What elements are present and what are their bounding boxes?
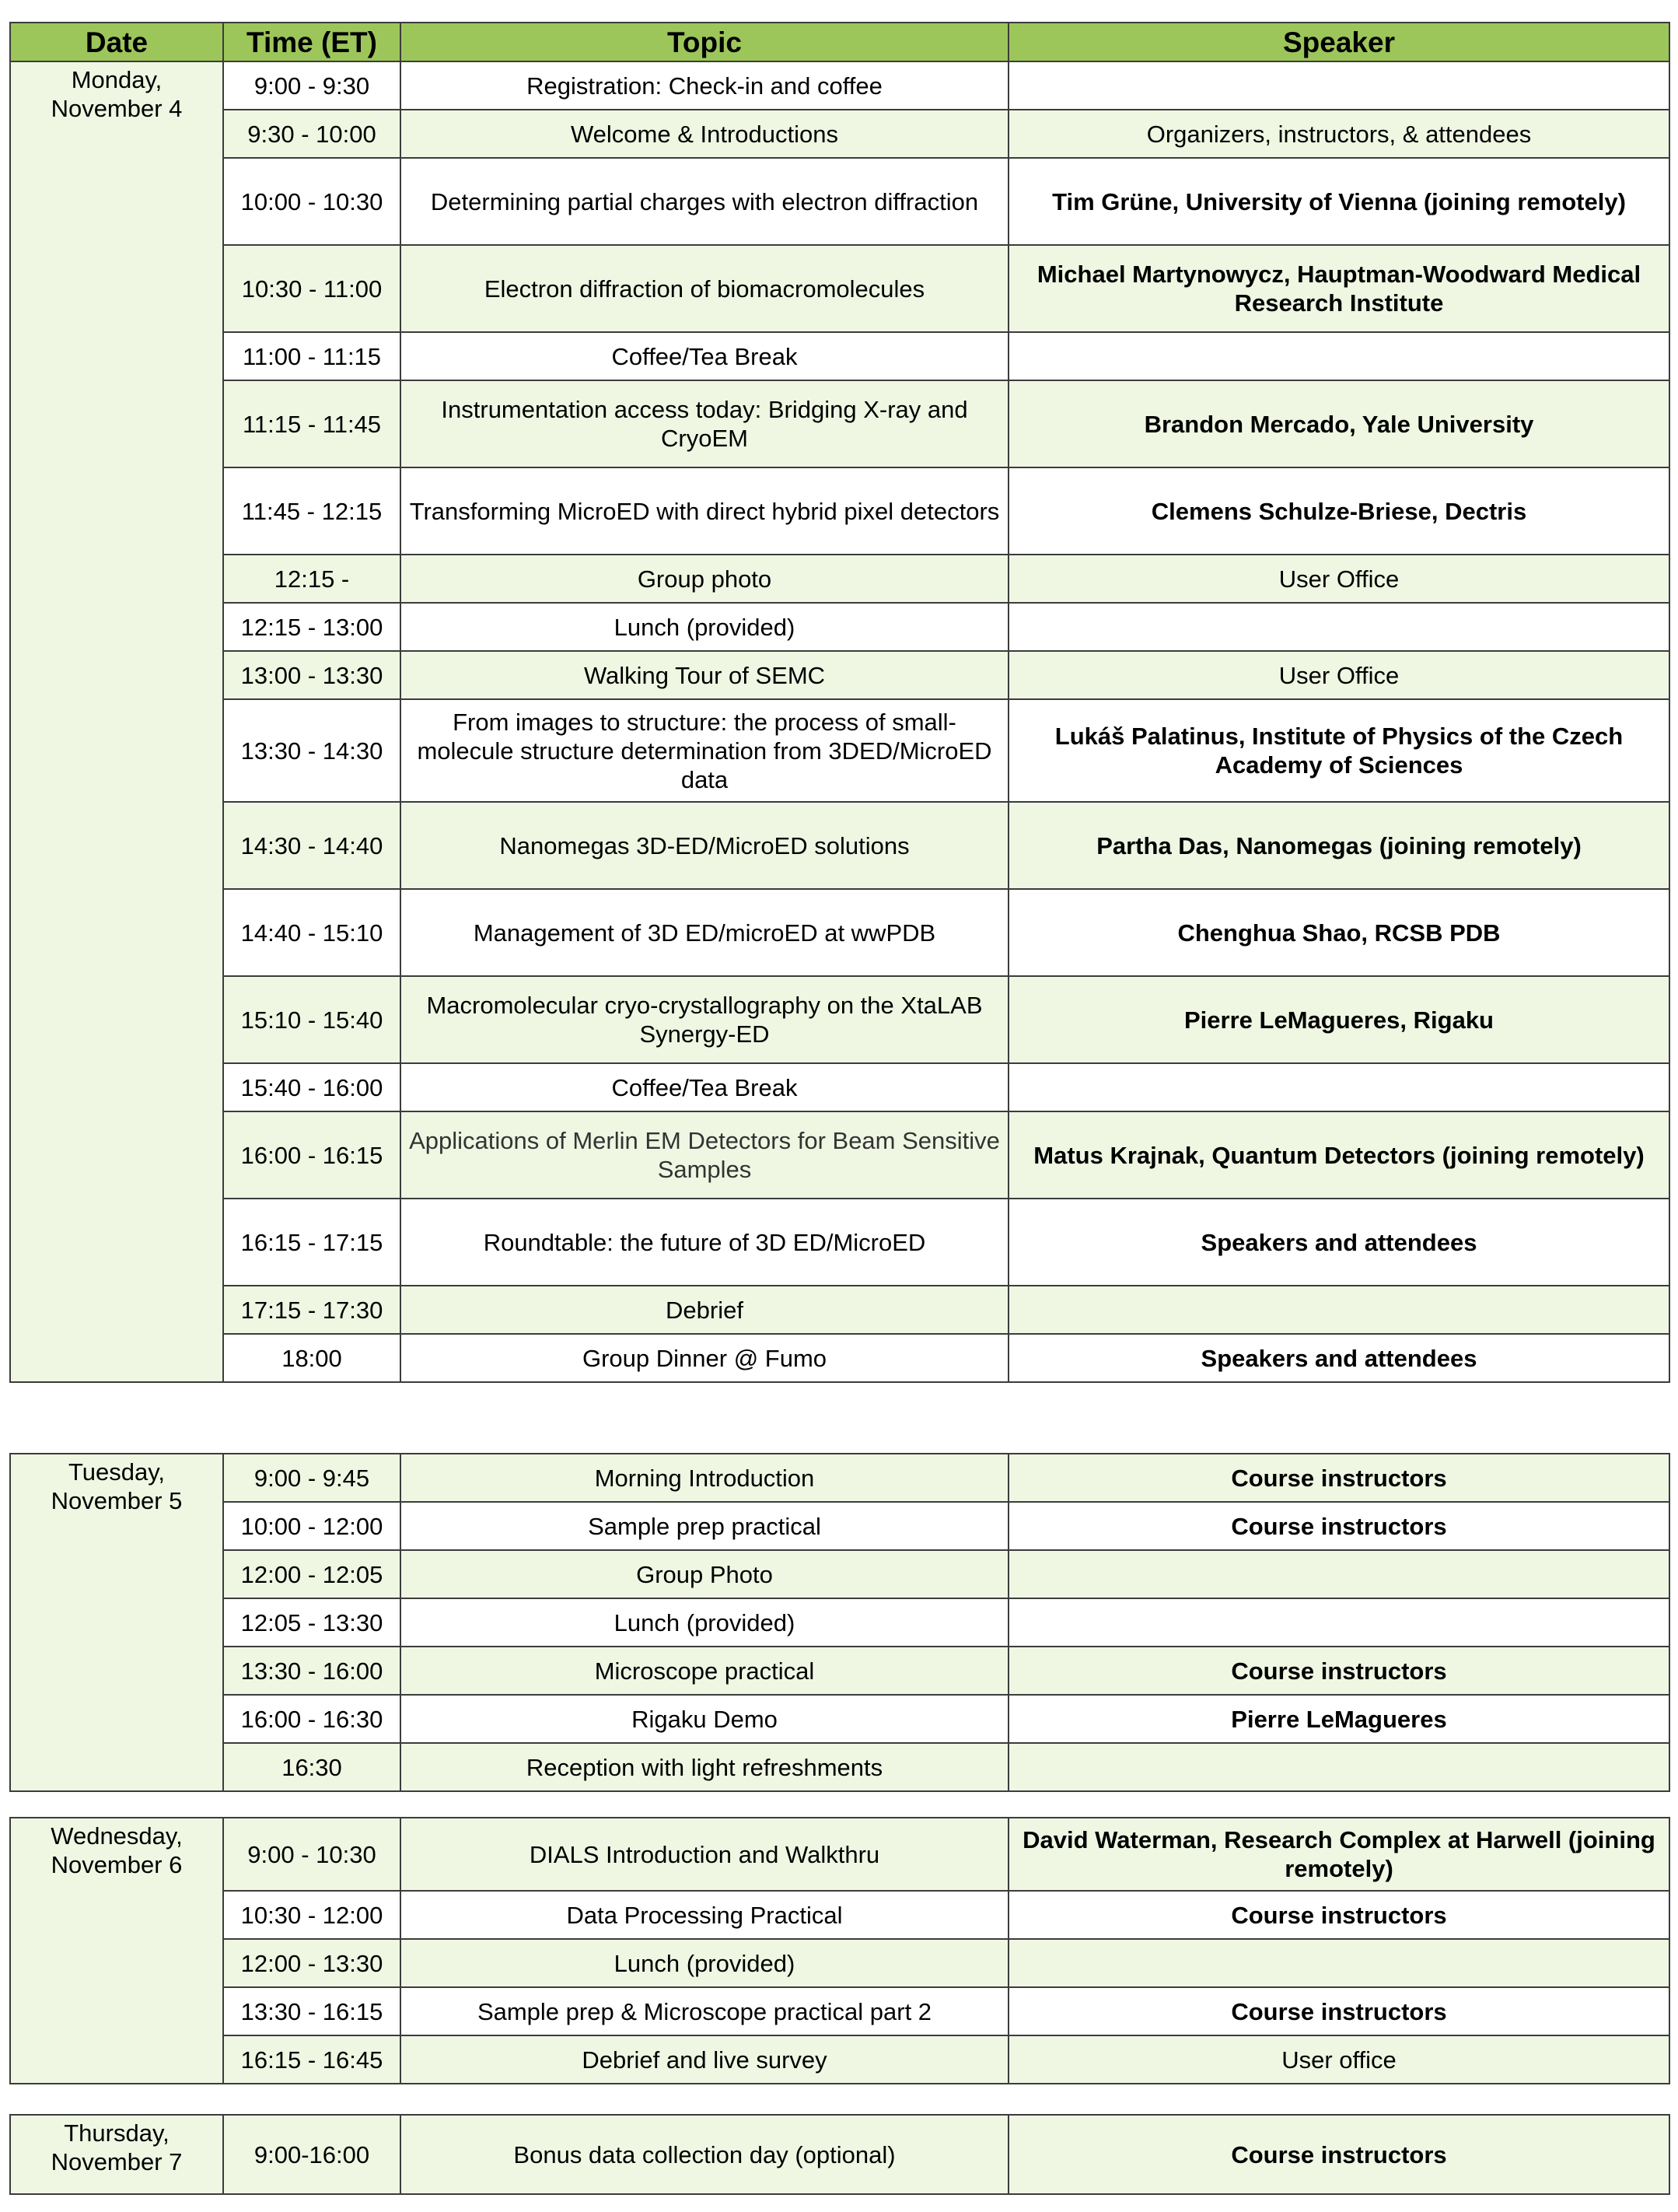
- header-time: Time (ET): [223, 23, 400, 61]
- table-row: [10, 651, 1669, 699]
- time-cell: 15:40 - 16:00: [223, 1063, 400, 1111]
- time-cell: 17:15 - 17:30: [223, 1286, 400, 1334]
- topic-cell: Group Dinner @ Fumo: [400, 1334, 1009, 1382]
- topic-cell: Registration: Check-in and coffee: [400, 61, 1009, 110]
- table-row: [10, 603, 1669, 651]
- topic-cell: Sample prep practical: [400, 1502, 1009, 1550]
- table-row: [10, 61, 1669, 110]
- table-row: [10, 1939, 1669, 1987]
- header-row: [10, 23, 1669, 61]
- time-cell: 13:30 - 14:30: [223, 699, 400, 802]
- topic-cell: Electron diffraction of biomacromolecules: [400, 245, 1009, 332]
- speaker-cell: Organizers, instructors, & attendees: [1009, 110, 1669, 158]
- speaker-cell: User Office: [1009, 555, 1669, 603]
- topic-cell: Roundtable: the future of 3D ED/MicroED: [400, 1199, 1009, 1286]
- speaker-cell: Course instructors: [1009, 1987, 1669, 2035]
- time-cell: 11:15 - 11:45: [223, 380, 400, 467]
- table-row: [10, 1063, 1669, 1111]
- topic-cell: Transforming MicroED with direct hybrid pixel detectors: [400, 467, 1009, 555]
- topic-cell: Lunch (provided): [400, 1598, 1009, 1647]
- table-row: [10, 1598, 1669, 1647]
- time-cell: 13:30 - 16:15: [223, 1987, 400, 2035]
- table-row: [10, 1286, 1669, 1334]
- time-cell: 10:00 - 12:00: [223, 1502, 400, 1550]
- topic-cell: Group Photo: [400, 1550, 1009, 1598]
- speaker-cell: User office: [1009, 2035, 1669, 2084]
- table-row: [10, 1743, 1669, 1791]
- speaker-cell: Michael Martynowycz, Hauptman-Woodward Medical Research Institute: [1009, 245, 1669, 332]
- table-row: [10, 467, 1669, 555]
- table-row: [10, 889, 1669, 976]
- speaker-cell: Speakers and attendees: [1009, 1334, 1669, 1382]
- schedule-table-wednesday: [9, 1817, 1670, 2084]
- time-cell: 13:30 - 16:00: [223, 1647, 400, 1695]
- topic-cell: Data Processing Practical: [400, 1891, 1009, 1939]
- day-date-cell: [10, 1454, 223, 1791]
- topic-cell: Management of 3D ED/microED at wwPDB: [400, 889, 1009, 976]
- speaker-cell: Course instructors: [1009, 1891, 1669, 1939]
- day-date-weekday: Tuesday,: [68, 1458, 166, 1486]
- speaker-cell: [1009, 61, 1669, 110]
- day-date-day: November 7: [51, 2148, 183, 2175]
- time-cell: 9:00 - 10:30: [223, 1818, 400, 1891]
- table-row: [10, 802, 1669, 889]
- speaker-cell: Chenghua Shao, RCSB PDB: [1009, 889, 1669, 976]
- header-topic: Topic: [400, 23, 1009, 61]
- topic-cell: Bonus data collection day (optional): [400, 2115, 1009, 2194]
- topic-cell: Reception with light refreshments: [400, 1743, 1009, 1791]
- table-row: [10, 332, 1669, 380]
- time-cell: 10:00 - 10:30: [223, 158, 400, 245]
- topic-cell: Coffee/Tea Break: [400, 332, 1009, 380]
- speaker-cell: Course instructors: [1009, 1454, 1669, 1502]
- speaker-cell: Clemens Schulze-Briese, Dectris: [1009, 467, 1669, 555]
- time-cell: 9:30 - 10:00: [223, 110, 400, 158]
- table-row: [10, 2035, 1669, 2084]
- topic-cell: Nanomegas 3D-ED/MicroED solutions: [400, 802, 1009, 889]
- topic-cell: Determining partial charges with electron diffraction: [400, 158, 1009, 245]
- speaker-cell: Lukáš Palatinus, Institute of Physics of the Czech Academy of Sciences: [1009, 699, 1669, 802]
- time-cell: 10:30 - 11:00: [223, 245, 400, 332]
- time-cell: 12:05 - 13:30: [223, 1598, 400, 1647]
- speaker-cell: [1009, 603, 1669, 651]
- day-date-day: November 5: [51, 1487, 183, 1514]
- speaker-cell: Course instructors: [1009, 1647, 1669, 1695]
- speaker-cell: [1009, 1286, 1669, 1334]
- table-row: [10, 1695, 1669, 1743]
- speaker-cell: [1009, 1598, 1669, 1647]
- speaker-cell: Pierre LeMagueres: [1009, 1695, 1669, 1743]
- header-date: Date: [10, 23, 223, 61]
- speaker-cell: Brandon Mercado, Yale University: [1009, 380, 1669, 467]
- speaker-cell: User Office: [1009, 651, 1669, 699]
- time-cell: 12:00 - 12:05: [223, 1550, 400, 1598]
- time-cell: 16:15 - 16:45: [223, 2035, 400, 2084]
- speaker-cell: [1009, 1550, 1669, 1598]
- speaker-cell: [1009, 1743, 1669, 1791]
- time-cell: 13:00 - 13:30: [223, 651, 400, 699]
- table-row: [10, 2115, 1669, 2194]
- time-cell: 11:45 - 12:15: [223, 467, 400, 555]
- topic-cell: Lunch (provided): [400, 1939, 1009, 1987]
- day-date-day: November 6: [51, 1851, 183, 1878]
- time-cell: 12:15 -: [223, 555, 400, 603]
- table-row: [10, 555, 1669, 603]
- table-row: [10, 1502, 1669, 1550]
- day-date-weekday: Thursday,: [64, 2119, 170, 2147]
- speaker-cell: [1009, 332, 1669, 380]
- time-cell: 16:30: [223, 1743, 400, 1791]
- day-date-cell: [10, 2115, 223, 2194]
- topic-cell: Rigaku Demo: [400, 1695, 1009, 1743]
- table-row: [10, 1891, 1669, 1939]
- topic-cell: Microscope practical: [400, 1647, 1009, 1695]
- header-speaker: Speaker: [1009, 23, 1669, 61]
- time-cell: 11:00 - 11:15: [223, 332, 400, 380]
- table-row: [10, 1818, 1669, 1891]
- time-cell: 10:30 - 12:00: [223, 1891, 400, 1939]
- table-row: [10, 1454, 1669, 1502]
- table-row: [10, 699, 1669, 802]
- speaker-cell: [1009, 1063, 1669, 1111]
- topic-cell: From images to structure: the process of small-molecule structure determination from 3DED/MicroED data: [400, 699, 1009, 802]
- topic-cell: DIALS Introduction and Walkthru: [400, 1818, 1009, 1891]
- speaker-cell: Partha Das, Nanomegas (joining remotely): [1009, 802, 1669, 889]
- time-cell: 15:10 - 15:40: [223, 976, 400, 1063]
- topic-cell: Instrumentation access today: Bridging X-ray and CryoEM: [400, 380, 1009, 467]
- speaker-cell: Speakers and attendees: [1009, 1199, 1669, 1286]
- time-cell: 9:00-16:00: [223, 2115, 400, 2194]
- time-cell: 12:15 - 13:00: [223, 603, 400, 651]
- table-row: [10, 110, 1669, 158]
- table-row: [10, 1111, 1669, 1199]
- time-cell: 18:00: [223, 1334, 400, 1382]
- topic-cell: Debrief: [400, 1286, 1009, 1334]
- topic-cell: Sample prep & Microscope practical part 2: [400, 1987, 1009, 2035]
- day-date-weekday: Wednesday,: [51, 1822, 183, 1850]
- table-row: [10, 245, 1669, 332]
- table-row: [10, 976, 1669, 1063]
- table-row: [10, 158, 1669, 245]
- table-row: [10, 1334, 1669, 1382]
- speaker-cell: Tim Grüne, University of Vienna (joining remotely): [1009, 158, 1669, 245]
- speaker-cell: Course instructors: [1009, 1502, 1669, 1550]
- time-cell: 16:00 - 16:15: [223, 1111, 400, 1199]
- topic-cell: Coffee/Tea Break: [400, 1063, 1009, 1111]
- table-row: [10, 380, 1669, 467]
- day-date-weekday: Monday,: [71, 66, 163, 93]
- time-cell: 14:30 - 14:40: [223, 802, 400, 889]
- speaker-cell: [1009, 1939, 1669, 1987]
- schedule-table: [9, 22, 1670, 1383]
- topic-cell: Welcome & Introductions: [400, 110, 1009, 158]
- table-row: [10, 1550, 1669, 1598]
- time-cell: 9:00 - 9:30: [223, 61, 400, 110]
- topic-cell: Macromolecular cryo-crystallography on the XtaLAB Synergy-ED: [400, 976, 1009, 1063]
- time-cell: 16:00 - 16:30: [223, 1695, 400, 1743]
- topic-cell: Lunch (provided): [400, 603, 1009, 651]
- topic-cell: Applications of Merlin EM Detectors for Beam Sensitive Samples: [400, 1111, 1009, 1199]
- speaker-cell: Matus Krajnak, Quantum Detectors (joining remotely): [1009, 1111, 1669, 1199]
- time-cell: 16:15 - 17:15: [223, 1199, 400, 1286]
- topic-cell: Walking Tour of SEMC: [400, 651, 1009, 699]
- table-row: [10, 1199, 1669, 1286]
- table-row: [10, 1647, 1669, 1695]
- time-cell: 14:40 - 15:10: [223, 889, 400, 976]
- speaker-cell: Course instructors: [1009, 2115, 1669, 2194]
- time-cell: 9:00 - 9:45: [223, 1454, 400, 1502]
- day-date-cell: [10, 61, 223, 1382]
- topic-cell: Group photo: [400, 555, 1009, 603]
- topic-cell: Morning Introduction: [400, 1454, 1009, 1502]
- speaker-cell: Pierre LeMagueres, Rigaku: [1009, 976, 1669, 1063]
- day-date-day: November 4: [51, 95, 183, 122]
- schedule-table-thursday: [9, 2114, 1670, 2195]
- table-row: [10, 1987, 1669, 2035]
- speaker-cell: David Waterman, Research Complex at Harwell (joining remotely): [1009, 1818, 1669, 1891]
- schedule-table-tuesday: [9, 1453, 1670, 1792]
- day-date-cell: [10, 1818, 223, 2084]
- topic-cell: Debrief and live survey: [400, 2035, 1009, 2084]
- time-cell: 12:00 - 13:30: [223, 1939, 400, 1987]
